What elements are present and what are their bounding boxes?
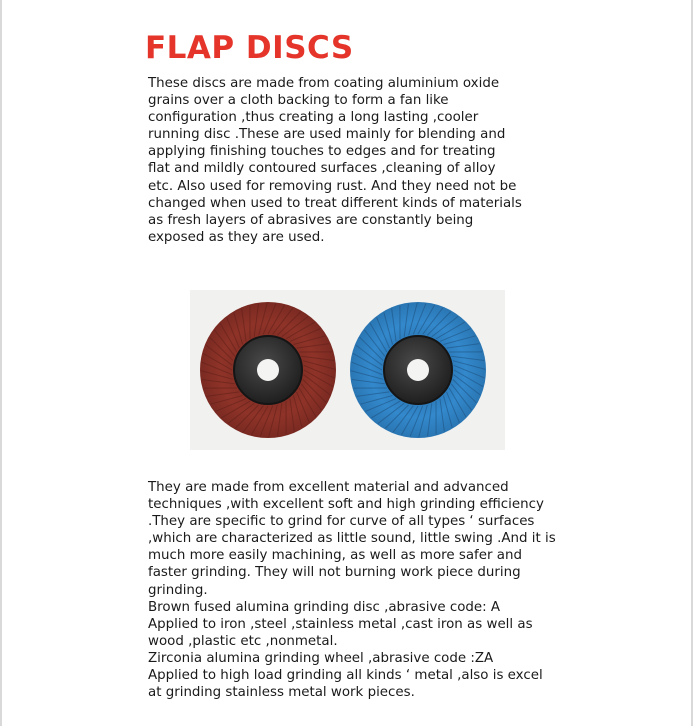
blue-flap-disc-icon — [350, 302, 486, 438]
brown-flap-disc-icon — [200, 302, 336, 438]
flap-discs-illustration — [190, 290, 505, 450]
intro-paragraph: These discs are made from coating aluminium oxide grains over a cloth backing to form a fan like configuration ,thus creating a long lasting ,cooler running disc .These are used mainly for blending and applying finishing touches to edges and for treating flat and mildly contoured surfaces ,cleaning of alloy etc. Also used for removing rust. And they need not be changed when used to treat different kinds of materials as fresh layers of abrasives are constantly being exposed as they are used. — [148, 76, 522, 245]
page-border-left — [0, 0, 2, 726]
product-photo — [190, 290, 505, 450]
page-title: FLAP DISCS — [145, 30, 354, 66]
detail-paragraph: They are made from excellent material and advanced techniques ,with excellent soft and high grinding efficiency .They are specific to grind for curve of all types ‘ surfaces ,which are characterized as little sound, little swing .And it is much more easily machining, as well as more safer and faster grinding. They will not burning work piece during grinding. Brown fused alumina grinding disc ,abrasive code: A Applied to iron ,steel ,stainless metal ,cast iron as well as wood ,plastic etc ,nonmetal. Zirconia alumina grinding wheel ,abrasive code :ZA Applied to high load grinding all kinds ‘ metal ,also is excel at grinding stainless metal work pieces. — [148, 480, 556, 701]
